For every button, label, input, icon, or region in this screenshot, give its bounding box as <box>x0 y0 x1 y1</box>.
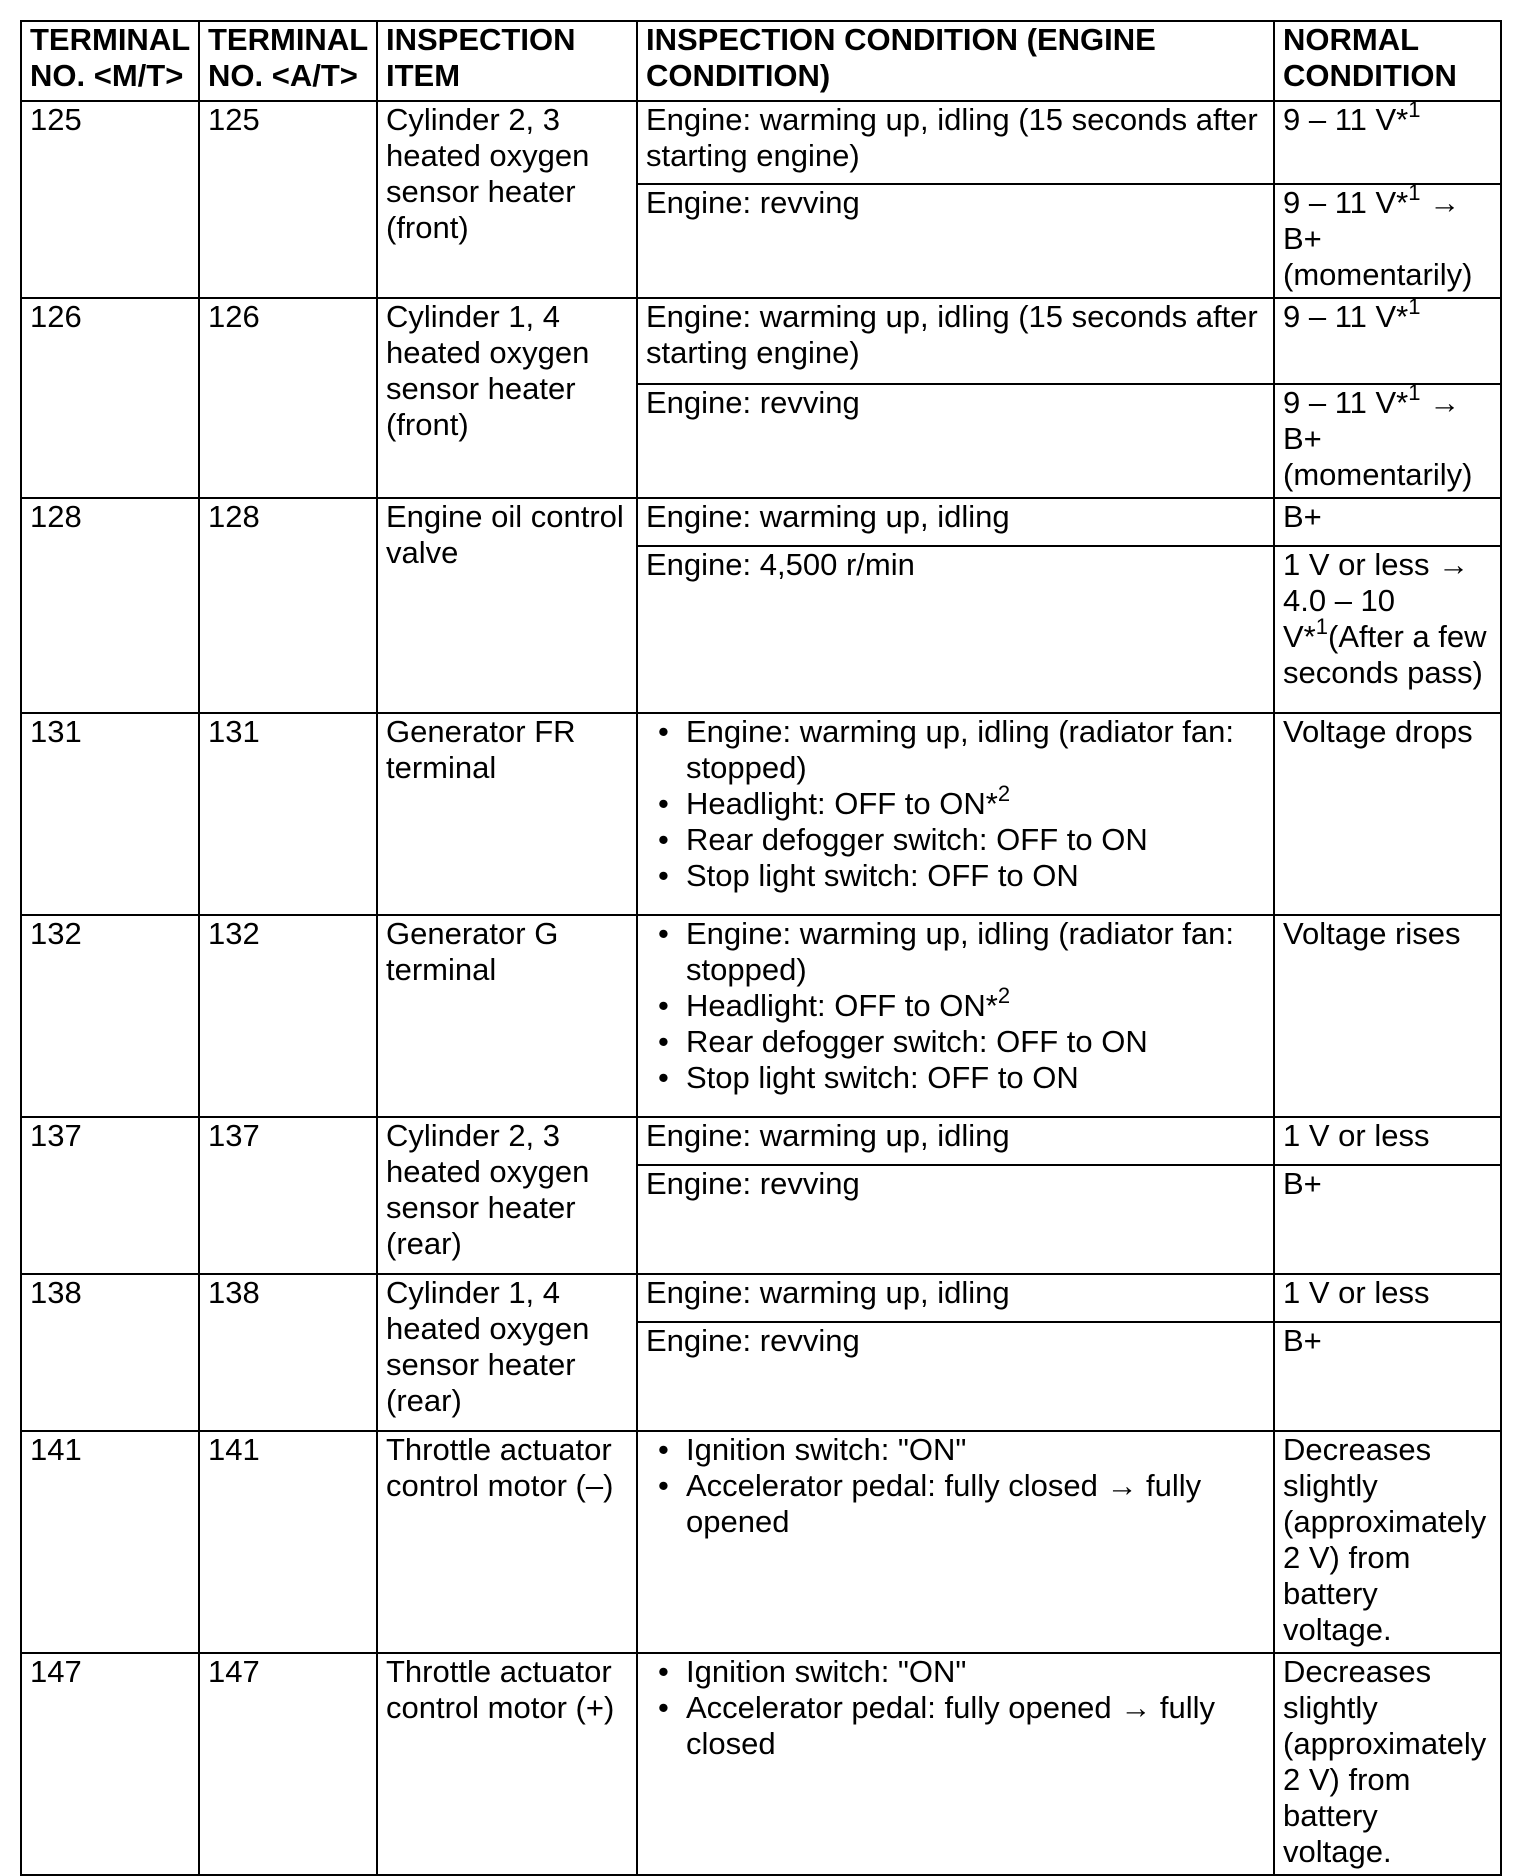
inspection-item: Cylinder 2, 3 heated oxygen sensor heater (front) <box>377 101 637 298</box>
table-row <box>21 298 1501 384</box>
header-terminal-mt: TERMINAL NO. <M/T> <box>21 21 199 101</box>
normal-condition: Voltage rises <box>1274 915 1501 1117</box>
table-row <box>21 713 1501 915</box>
inspection-condition: Engine: revving <box>637 384 1274 498</box>
inspection-condition: Engine: warming up, idling (15 seconds after starting engine) <box>637 298 1274 384</box>
terminal-mt: 126 <box>21 298 199 498</box>
list-item: • Ignition switch: "ON" <box>686 1654 1265 1690</box>
list-item: • Headlight: OFF to ON*$^2$ <box>686 988 1265 1024</box>
list-item: • Headlight: OFF to ON*$^2$ <box>686 786 1265 822</box>
normal-condition: 9 – 11 V*$^1$ → B+ (momentarily) <box>1274 184 1501 298</box>
header-row <box>21 21 1501 101</box>
table-row <box>21 1431 1501 1653</box>
header-normal-condition: NORMAL CONDITION <box>1274 21 1501 101</box>
terminal-inspection-table <box>20 20 1502 1876</box>
inspection-item: Generator FR terminal <box>377 713 637 915</box>
terminal-mt: 137 <box>21 1117 199 1274</box>
terminal-at: 125 <box>199 101 377 298</box>
condition-list <box>646 1432 1265 1540</box>
inspection-condition <box>637 713 1274 915</box>
terminal-at: 128 <box>199 498 377 713</box>
inspection-condition: Engine: warming up, idling <box>637 1274 1274 1322</box>
normal-condition: Decreases slightly (approximately 2 V) from battery voltage. <box>1274 1431 1501 1653</box>
inspection-condition: Engine: revving <box>637 184 1274 298</box>
header-inspection-item: INSPECTION ITEM <box>377 21 637 101</box>
list-item: • Stop light switch: OFF to ON <box>686 1060 1265 1096</box>
normal-condition: B+ <box>1274 1165 1501 1274</box>
terminal-at: 132 <box>199 915 377 1117</box>
normal-condition: 9 – 11 V*$^1$ → B+ (momentarily) <box>1274 384 1501 498</box>
list-item: • Accelerator pedal: fully opened → fully closed <box>686 1690 1265 1762</box>
inspection-item: Cylinder 2, 3 heated oxygen sensor heater (rear) <box>377 1117 637 1274</box>
condition-list <box>646 1654 1265 1762</box>
condition-list <box>646 714 1265 894</box>
normal-condition: 9 – 11 V*$^1$ <box>1274 298 1501 384</box>
terminal-mt: 138 <box>21 1274 199 1431</box>
inspection-item: Engine oil control valve <box>377 498 637 713</box>
inspection-condition: Engine: warming up, idling <box>637 498 1274 546</box>
terminal-mt: 125 <box>21 101 199 298</box>
table-row <box>21 498 1501 546</box>
terminal-at: 138 <box>199 1274 377 1431</box>
normal-condition: Voltage drops <box>1274 713 1501 915</box>
table-row <box>21 101 1501 184</box>
inspection-condition: Engine: 4,500 r/min <box>637 546 1274 713</box>
list-item: • Accelerator pedal: fully closed → fully opened <box>686 1468 1265 1540</box>
list-item: • Engine: warming up, idling (radiator fan: stopped) <box>686 916 1265 988</box>
normal-condition: 1 V or less → 4.0 – 10 V*$^1$(After a few seconds pass) <box>1274 546 1501 713</box>
terminal-mt: 128 <box>21 498 199 713</box>
list-item: • Rear defogger switch: OFF to ON <box>686 1024 1265 1060</box>
inspection-item: Throttle actuator control motor (–) <box>377 1431 637 1653</box>
inspection-condition: Engine: warming up, idling <box>637 1117 1274 1165</box>
inspection-condition: Engine: revving <box>637 1322 1274 1431</box>
normal-condition: 1 V or less <box>1274 1274 1501 1322</box>
header-terminal-at: TERMINAL NO. <A/T> <box>199 21 377 101</box>
terminal-mt: 132 <box>21 915 199 1117</box>
inspection-condition <box>637 1653 1274 1875</box>
terminal-mt: 131 <box>21 713 199 915</box>
terminal-at: 141 <box>199 1431 377 1653</box>
header-inspection-condition: INSPECTION CONDITION (ENGINE CONDITION) <box>637 21 1274 101</box>
inspection-item: Cylinder 1, 4 heated oxygen sensor heater (rear) <box>377 1274 637 1431</box>
inspection-item: Throttle actuator control motor (+) <box>377 1653 637 1875</box>
inspection-item: Cylinder 1, 4 heated oxygen sensor heater (front) <box>377 298 637 498</box>
terminal-mt: 141 <box>21 1431 199 1653</box>
terminal-mt: 147 <box>21 1653 199 1875</box>
list-item: • Stop light switch: OFF to ON <box>686 858 1265 894</box>
normal-condition: Decreases slightly (approximately 2 V) from battery voltage. <box>1274 1653 1501 1875</box>
terminal-at: 131 <box>199 713 377 915</box>
inspection-condition <box>637 915 1274 1117</box>
table-row <box>21 915 1501 1117</box>
normal-condition: 9 – 11 V*$^1$ <box>1274 101 1501 184</box>
list-item: • Ignition switch: "ON" <box>686 1432 1265 1468</box>
terminal-at: 126 <box>199 298 377 498</box>
normal-condition: B+ <box>1274 498 1501 546</box>
list-item: • Engine: warming up, idling (radiator fan: stopped) <box>686 714 1265 786</box>
table-row <box>21 1274 1501 1322</box>
inspection-condition: Engine: warming up, idling (15 seconds after starting engine) <box>637 101 1274 184</box>
condition-list <box>646 916 1265 1096</box>
table-row <box>21 1653 1501 1875</box>
terminal-at: 137 <box>199 1117 377 1274</box>
inspection-condition <box>637 1431 1274 1653</box>
normal-condition: 1 V or less <box>1274 1117 1501 1165</box>
list-item: • Rear defogger switch: OFF to ON <box>686 822 1265 858</box>
terminal-at: 147 <box>199 1653 377 1875</box>
table-row <box>21 1117 1501 1165</box>
normal-condition: B+ <box>1274 1322 1501 1431</box>
inspection-item: Generator G terminal <box>377 915 637 1117</box>
inspection-condition: Engine: revving <box>637 1165 1274 1274</box>
